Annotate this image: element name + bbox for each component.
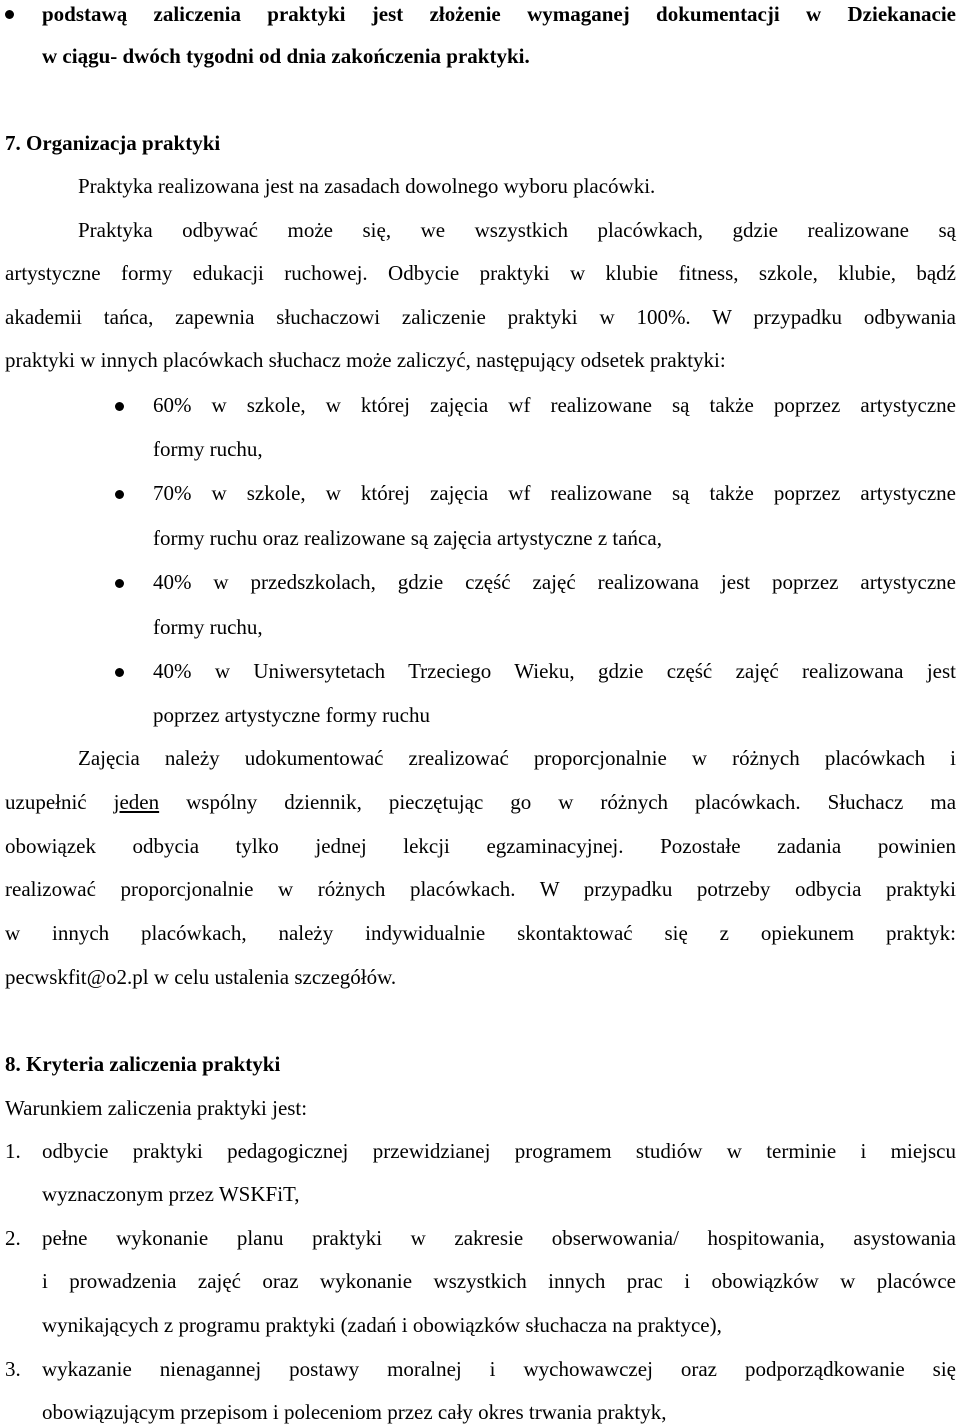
section7-p1: Praktyka realizowana jest na zasadach dowolnego wyboru placówki.	[78, 174, 656, 198]
list-item-1-line2: formy ruchu,	[153, 437, 263, 461]
section7-heading: 7. Organizacja praktyki	[5, 131, 221, 155]
bullet-icon	[115, 490, 124, 499]
list-item-4-line1: 40% w Uniwersytetach Trzeciego Wieku, gdzie część zajęć realizowana jest	[153, 659, 956, 683]
list-item-2-line2: formy ruchu oraz realizowane są zajęcia artystyczne z tańca,	[153, 526, 662, 550]
section8-intro: Warunkiem zaliczenia praktyki jest:	[5, 1096, 308, 1120]
section7-p3-line2	[5, 790, 956, 814]
item-3-number: 3.	[5, 1357, 21, 1381]
item-2-number: 2.	[5, 1226, 21, 1250]
item-2-line2: i prowadzenia zajęć oraz wykonanie wszystkich innych prac i obowiązków w placówce	[42, 1269, 956, 1293]
intro-bullet-line2: w ciągu- dwóch tygodni od dnia zakończenia praktyki.	[42, 44, 530, 68]
list-item-2-line1: 70% w szkole, w której zajęcia wf realizowane są także poprzez artystyczne	[153, 481, 956, 505]
item-3-line1: wykazanie nienagannej postawy moralnej i wychowawczej oraz podporządkowanie się	[42, 1357, 956, 1381]
item-1-line1: odbycie praktyki pedagogicznej przewidzianej programem studiów w terminie i miejscu	[42, 1139, 956, 1163]
section7-p3-line5: w innych placówkach, należy indywidualnie skontaktować się z opiekunem praktyk:	[5, 921, 956, 945]
section7-p2-line3: akademii tańca, zapewnia słuchaczowi zaliczenie praktyki w 100%. W przypadku odbywania	[5, 305, 956, 329]
intro-bullet-line1: podstawą zaliczenia praktyki jest złożenie wymaganej dokumentacji w Dziekanacie	[42, 2, 956, 26]
item-1-line2: wyznaczonym przez WSKFiT,	[42, 1182, 300, 1206]
section7-p3-line3: obowiązek odbycia tylko jednej lekcji egzaminacyjnej. Pozostałe zadania powinien	[5, 834, 956, 858]
section7-p3-line4: realizować proporcjonalnie w różnych placówkach. W przypadku potrzeby odbycia praktyki	[5, 877, 956, 901]
list-item-1-line1: 60% w szkole, w której zajęcia wf realizowane są także poprzez artystyczne	[153, 393, 956, 417]
item-2-line1: pełne wykonanie planu praktyki w zakresie obserwowania/ hospitowania, asystowania	[42, 1226, 956, 1250]
item-3-line2: obowiązującym przepisom i poleceniom przez cały okres trwania praktyk,	[42, 1400, 667, 1424]
section8-title: Kryteria zaliczenia praktyki	[26, 1052, 281, 1076]
section8-heading	[5, 1052, 960, 1076]
section7-p2-line4: praktyki w innych placówkach słuchacz może zaliczyć, następujący odsetek praktyki:	[5, 348, 726, 372]
list-item-3-line2: formy ruchu,	[153, 615, 263, 639]
section7-p2-line2: artystyczne formy edukacji ruchowej. Odbycie praktyki w klubie fitness, szkole, klubie, bądź	[5, 261, 956, 285]
list-item-3-line1: 40% w przedszkolach, gdzie część zajęć realizowana jest poprzez artystyczne	[153, 570, 956, 594]
section8-number: 8.	[5, 1052, 21, 1076]
underlined-word: jeden	[113, 790, 160, 814]
section7-p2-line1: Praktyka odbywać może się, we wszystkich placówkach, gdzie realizowane są	[78, 218, 956, 242]
item-1-number: 1.	[5, 1139, 21, 1163]
list-item-4-line2: poprzez artystyczne formy ruchu	[153, 703, 430, 727]
p3-line2-end: wspólny dziennik, pieczętując go w różnych placówkach. Słuchacz ma	[186, 790, 957, 814]
bullet-icon	[5, 10, 14, 19]
bullet-icon	[115, 579, 124, 588]
section7-p3-line1: Zajęcia należy udokumentować zrealizować proporcjonalnie w różnych placówkach i	[78, 746, 956, 770]
item-2-line3: wynikających z programu praktyki (zadań i obowiązków słuchacza na praktyce),	[42, 1313, 722, 1337]
p3-line2-start: uzupełnić	[5, 790, 87, 814]
section7-p3-line6: pecwskfit@o2.pl w celu ustalenia szczegółów.	[5, 965, 397, 989]
bullet-icon	[115, 668, 124, 677]
bullet-icon	[115, 402, 124, 411]
